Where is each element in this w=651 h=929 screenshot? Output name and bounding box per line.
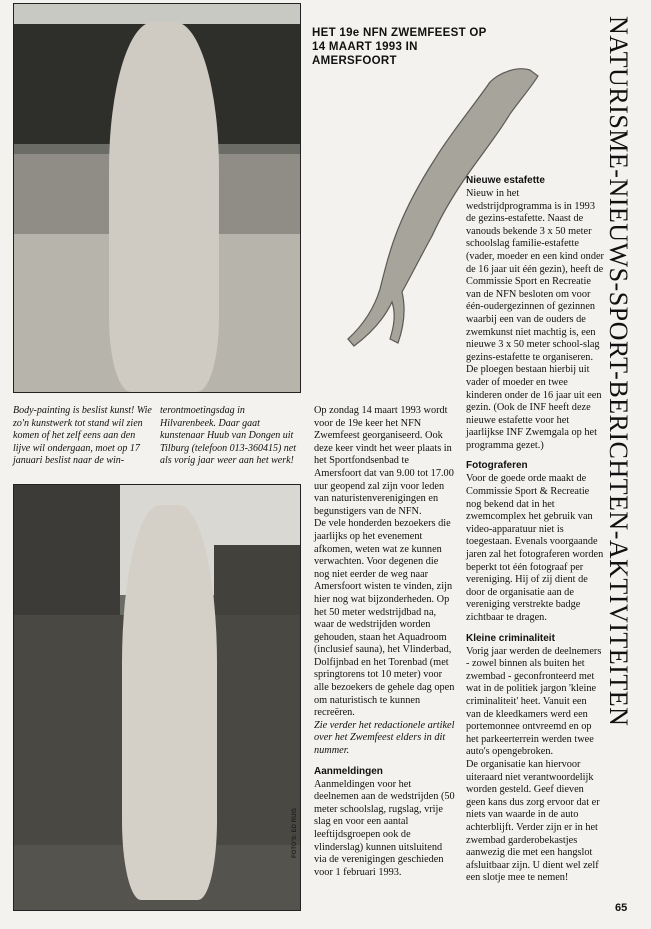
figure-silhouette [122, 505, 217, 900]
criminaliteit-paragraph: Vorig jaar werden de deelnemers - zowel binnen als buiten het zwembad - geconfronteerd met wat in de politiek jargon 'kleine criminaliteit' heet. Vanuit een van de kleedkamers werd een portemonnee ontvreemd en op het parkeerterrein werden twee auto's opengebroken. [466, 645, 602, 758]
photo-woman [13, 484, 301, 911]
page-number: 65 [615, 902, 628, 914]
heading-kleine-criminaliteit: Kleine criminaliteit [466, 632, 555, 644]
fotograferen-paragraph: Voor de goede orde maakt de Commissie Sport & Recreatie nog bekend dat in het zwemcomplex het gebruik van video-apparatuur niet is toegestaan. Evenals voorgaande jaren zal het fotograferen worden beperkt tot één fotograaf per vereniging. Hij of zij dient de door de organisatie aan de vereniging verstrekte badge zichtbaar te dragen. [466, 473, 604, 623]
caption-part-2: terontmoetingsdag in Hilvarenbeek. Daar gaat kunstenaar Huub van Dongen uit Tilburg (telefoon 013-360415) net als vorig jaar weer aan het werk! [160, 405, 297, 466]
aanmeldingen-paragraph: Aanmeldingen voor het deelnemen aan de wedstrijden (50 meter schoolslag, rugslag, vrije slag en voor een aantal leeftijdsgroepen ook de vlinderslag) kunnen uitsluitend via de verenigingen geschieden voor 1 februari 1993. [314, 778, 455, 878]
article-column-2 [466, 175, 604, 885]
article-column-1 [314, 405, 455, 879]
estafette-paragraph: Nieuw in het wedstrijdprogramma is in 1993 de gezins-estafette. Naast de vanouds bekende 3 x 50 meter schoolslag familie-estafette (vader, moeder en een kind onder de 16 jaar uit één gezin), heeft de Commissie Sport en Recreatie van de NFN besloten om voor één-oudergezinnen of gezinnen waarbij een van de ouders de zwemkunst niet machtig is, een nieuwe 3 x 50 meter school-slag gezins-estafette te organiseren. De ploegen bestaan hierbij uit vader of moeder en twee kinderen onder de 16 jaar uit een gezin. (Ook de INF heeft deze nieuwe estafette voor het jaarlijkse INF Zwemgala op het programma gezet.) [466, 188, 604, 451]
caption-part-1: Body-painting is beslist kunst! Wie zo'n kunstwerk tot stand wil zien komen of het zelf eens aan den lijve wil ondergaan, moet op 17 januari beslist naar de win- [13, 405, 152, 466]
headline: HET 19e NFN ZWEMFEEST OP 14 MAART 1993 IN AMERSFOORT [312, 27, 487, 67]
heading-aanmeldingen: Aanmeldingen [314, 765, 383, 777]
heading-nieuwe-estafette: Nieuwe estafette [466, 175, 545, 186]
organisatie-paragraph: De organisatie kan hiervoor uiteraard niet verantwoordelijk worden gesteld. Geef dieven geen kans dus zorg ervoor dat er niets van waarde in de auto achterblijft. Verder zijn er in het zwembad garderobekastjes aanwezig die met een hangslot afsluitbaar zijn. U dient wel zelf een slotje mee te nemen! [466, 758, 600, 884]
visitors-paragraph: De vele honderden bezoekers die jaarlijks op het evenement afkomen, weten wat ze kunnen verwachten. Voor degenen die nog niet eerder de weg naar Amersfoort wisten te vinden, zijn hier nog wat bijzonderheden. Op het 50 meter wedstrijdbad na, waar de wedstrijden worden gehouden, staan het Aquadroom (inclusief sauna), het Vlinderbad, Dolfijnbad en het Torenbad (met springtorens tot 10 meter) voor alle bezoekers de gehele dag open om naturistisch te kunnen recreëren. [314, 518, 455, 719]
figure-silhouette [109, 22, 219, 392]
section-title-vertical: NATURISME-NIEUWS-SPORT-BERICHTEN-AKTIVITEITEN [604, 16, 633, 727]
heading-fotograferen: Fotograferen [466, 460, 528, 472]
see-also-paragraph: Zie verder het redactionele artikel over het Zwemfeest elders in dit nummer. [314, 719, 455, 757]
photo-credit: FOTO'S: ED RUIS [292, 808, 298, 858]
photo-bodypainting [13, 3, 301, 393]
intro-paragraph: Op zondag 14 maart 1993 wordt voor de 19e keer het NFN Zwemfeest georganiseerd. Ook deze keer vindt het weer plaats in het Sportfondsenbad te Amersfoort dat van 9.00 tot 17.00 uur geopend zal zijn voor leden van naturistenverenigingen en begunstigers van de NFN. [314, 405, 454, 517]
